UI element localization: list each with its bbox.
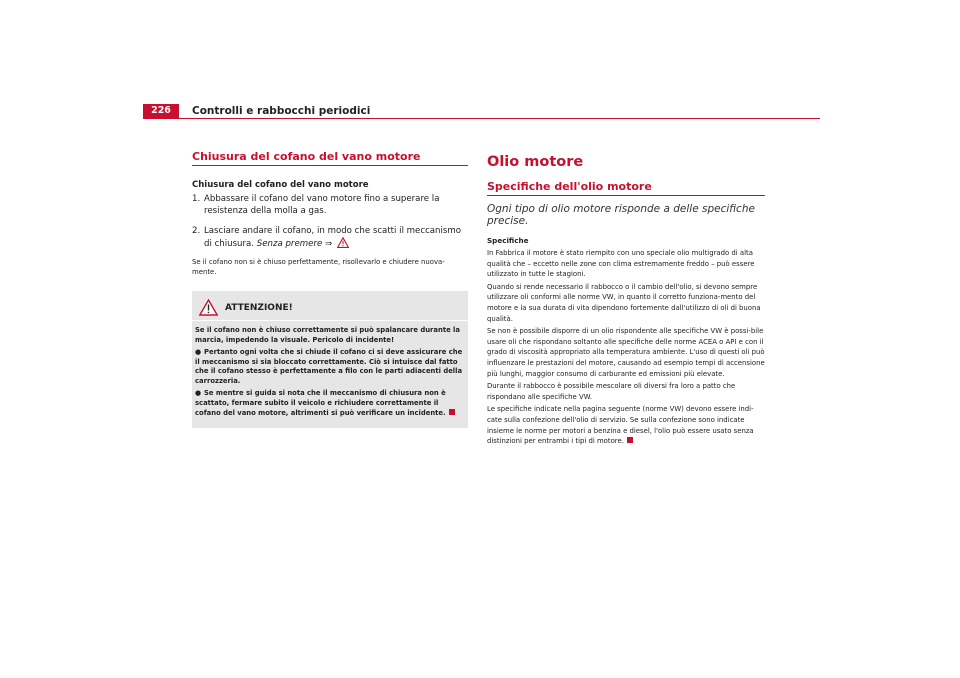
paragraph: Durante il rabbocco è possibile mescolare oli diversi fra loro a patto che rispondano alle specifiche VW. [487,382,736,401]
divider [192,320,468,321]
warning-triangle-icon [337,237,349,248]
arrow-icon: ⇒ [324,239,333,249]
warning-title: ATTENZIONE! [225,302,293,313]
step-2 [192,225,468,250]
header-rule [143,118,820,119]
end-of-section-icon [627,437,633,443]
section-title-hood: Chiusura del cofano del vano motore [192,150,468,166]
bullet-icon: ● [195,347,202,356]
step-text: Lasciare andare il cofano, in modo che scatti il meccanismo di chiusura. [204,226,461,249]
chapter-title: Olio motore [487,154,584,170]
warning-bullet: ● Se mentre si guida si nota che il meccanismo di chiusura non è scattato, fermare subito il veicolo e richiudere correttamente il cofano del vano motore, altrimenti si può verificare un incidente. [192,389,468,418]
end-of-section-icon [449,409,455,415]
warning-triangle-icon [199,299,218,316]
right-column [487,150,765,449]
step-number: 2. [192,226,201,236]
subheading-hood: Chiusura del cofano del vano motore [192,180,369,190]
paragraph-last: Le specifiche indicate nella pagina seguente (norme VW) devono essere indi-cate sulla confezione dell'olio di servizio. Se sulla confezione sono indicate insieme le norme per motori a benzina e diesel, l'olio può essere usato senza distinzioni per entrambi i tipi di motore. [487,405,754,446]
note-text: Se il cofano non si è chiuso perfettamente, risollevarlo e chiudere nuova-mente. [192,258,445,276]
paragraph: In Fabbrica il motore è stato riempito con uno speciale olio multigrado di alta qualità che – eccetto nelle zone con clima estremamente freddo – può essere utilizzato in tutte le stagioni. [487,249,755,279]
left-column [192,150,468,428]
warning-header [192,299,468,316]
paragraph: Quando si rende necessario il rabbocco o il cambio dell'olio, si devono sempre utilizzare oli conformi alle norme VW, in quanto il corretto funziona-mento del motore e la sua durata di vita dipendono fortemente dall'utilizzo di oli di buona qualità. [487,282,761,323]
paragraph: Se non è possibile disporre di un olio rispondente alle specifiche VW è possi-bile usare oli che rispondano soltanto alle specifiche delle norme ACEA o API e con il grado di viscosità appropriato alla temperatura ambiente. L'uso di questi oli può influenzare le prestazioni del motore, causando ad esempio tempi di accensione più lunghi, maggior consumo di carburante ed emissioni più elevate. [487,327,765,378]
section-title-oil-specs: Specifiche dell'olio motore [487,180,765,196]
warning-intro: Se il cofano non è chiuso correttamente si può spalancare durante la marcia, impedendo la visuale. Pericolo di incidente! [195,326,460,344]
subheading-specs: Specifiche [487,236,529,245]
lead-text: Ogni tipo di olio motore risponde a delle specifiche precise. [487,203,755,227]
step-1 [192,193,468,217]
step-number: 1. [192,194,201,204]
running-title: Controlli e rabbocchi periodici [192,105,371,117]
step-text: Abbassare il cofano del vano motore fino a superare la resistenza della molla a gas. [204,194,440,216]
page-number: 226 [143,104,179,118]
step-italic: Senza premere [256,239,323,249]
warning-bullet: ● Pertanto ogni volta che si chiude il cofano ci si deve assicurare che il meccanismo si sia bloccato correttamente. Ciò si intuisce dal fatto che il cofano stesso è perfettamente a filo con le parti adiacenti della carrozzeria. [195,347,463,386]
warning-box [192,291,468,428]
bullet-icon: ● [195,388,202,397]
